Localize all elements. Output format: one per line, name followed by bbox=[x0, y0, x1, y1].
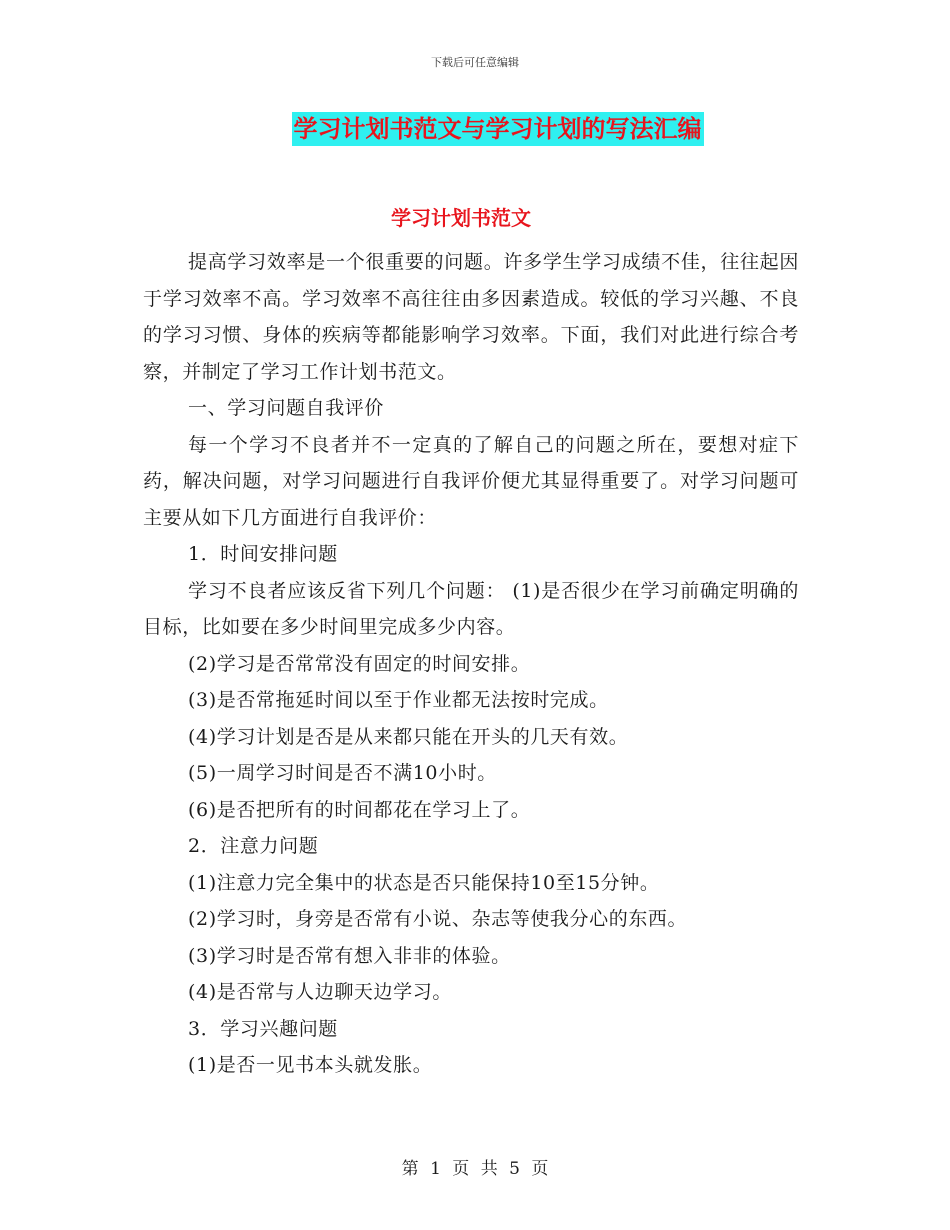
list-item: (4)是否常与人边聊天边学习。 bbox=[188, 981, 452, 1003]
list-item: (5)一周学习时间是否不满10小时。 bbox=[188, 762, 497, 784]
evaluation-paragraph: 每一个学习不良者并不一定真的了解自己的问题之所在，要想对症下药，解决问题，对学习问题进行自我评价便尤其显得重要了。对学习问题可主要从如下几方面进行自我评价： bbox=[143, 433, 799, 529]
list-item: (3)学习时是否常有想入非非的体验。 bbox=[188, 944, 511, 967]
subheading-interest: 3．学习兴趣问题 bbox=[188, 1017, 338, 1040]
document-title-wrap bbox=[0, 112, 950, 146]
list-item: (1)注意力完全集中的状态是否只能保持10至15分钟。 bbox=[188, 871, 660, 894]
header-note: 下载后可任意编辑 bbox=[431, 56, 519, 69]
section-title: 学习计划书范文 bbox=[391, 206, 531, 230]
list-item: (2)学习时，身旁是否常有小说、杂志等使我分心的东西。 bbox=[188, 908, 688, 930]
page-footer: 第 1 页 共 5 页 bbox=[401, 1159, 549, 1179]
subheading-attention: 2．注意力问题 bbox=[188, 835, 319, 857]
heading-self-evaluation: 一、学习问题自我评价 bbox=[188, 397, 385, 419]
subheading-time: 1．时间安排问题 bbox=[188, 543, 338, 565]
list-item: (3)是否常拖延时间以至于作业都无法按时完成。 bbox=[188, 689, 609, 711]
time-paragraph: 学习不良者应该反省下列几个问题： (1)是否很少在学习前确定明确的目标，比如要在多少时间里完成多少内容。 bbox=[143, 579, 799, 638]
document-body bbox=[143, 244, 799, 1084]
list-item: (6)是否把所有的时间都花在学习上了。 bbox=[188, 798, 531, 821]
intro-paragraph: 提高学习效率是一个很重要的问题。许多学生学习成绩不佳，往往起因于学习效率不高。学习效率不高往往由多因素造成。较低的学习兴趣、不良的学习习惯、身体的疾病等都能影响学习效率。下面，我们对此进行综合考察，并制定了学习工作计划书范文。 bbox=[143, 251, 799, 383]
list-item: (1)是否一见书本头就发胀。 bbox=[188, 1054, 433, 1076]
list-item: (2)学习是否常常没有固定的时间安排。 bbox=[188, 652, 531, 675]
document-title: 学习计划书范文与学习计划的写法汇编 bbox=[292, 112, 704, 146]
list-item: (4)学习计划是否是从来都只能在开头的几天有效。 bbox=[188, 725, 629, 748]
